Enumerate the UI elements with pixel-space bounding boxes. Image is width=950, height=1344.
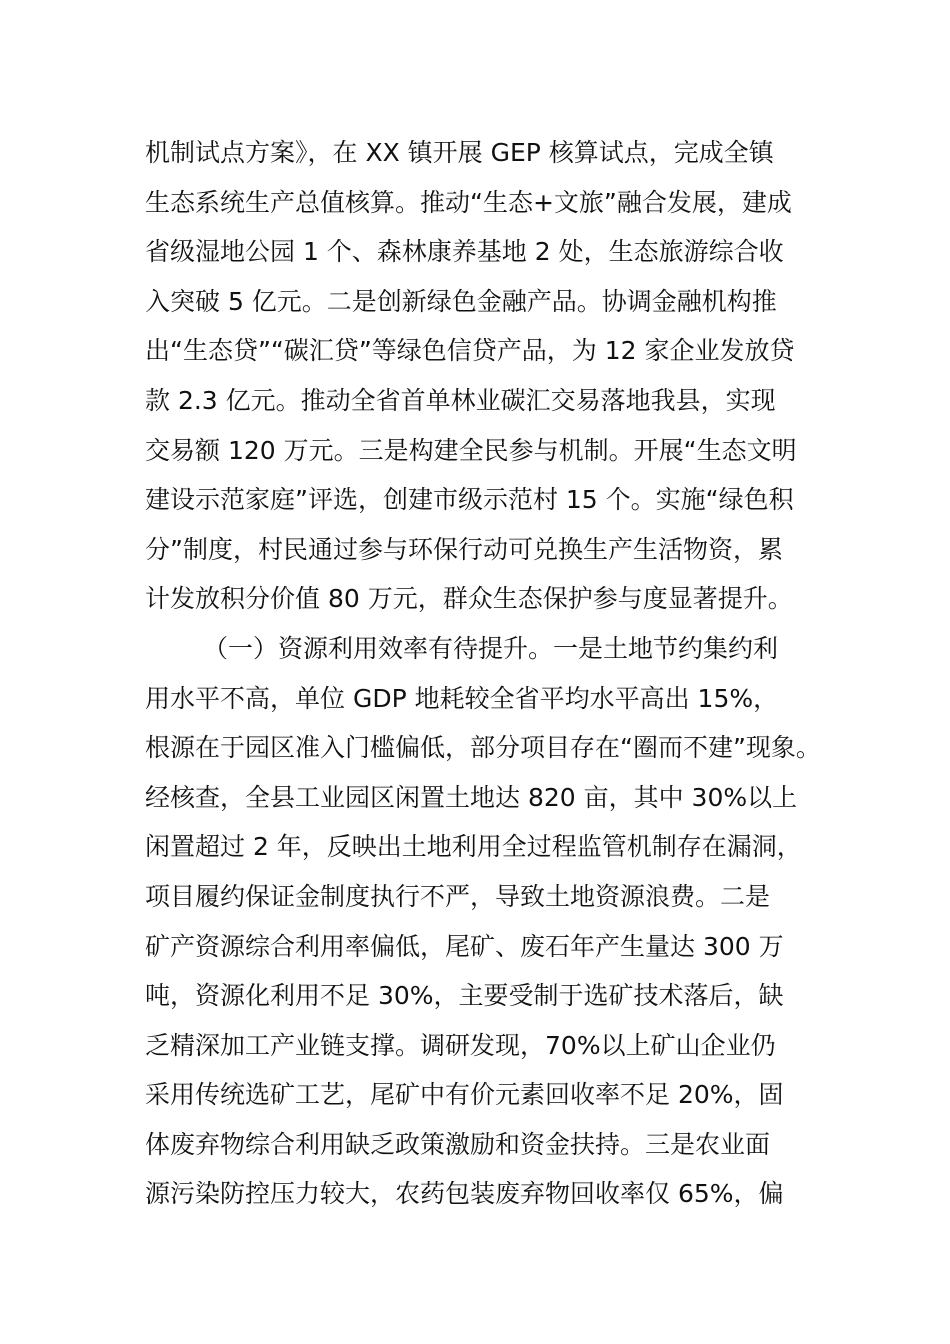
text-line-19: 乏精深加工产业链支撑。调研发现，70%以上矿山企业仍 xyxy=(145,1030,776,1060)
text-line-14: 经核查，全县工业园区闲置土地达 820 亩，其中 30%以上 xyxy=(145,782,798,812)
text-line-16: 项目履约保证金制度执行不严，导致土地资源浪费。二是 xyxy=(145,881,771,911)
text-line-20: 采用传统选矿工艺，尾矿中有价元素回收率不足 20%，固 xyxy=(145,1080,784,1110)
text-line-3: 省级湿地公园 1 个、森林康养基地 2 处，生态旅游综合收 xyxy=(145,237,784,267)
text-line-8: 建设示范家庭”评选，创建市级示范村 15 个。实施“绿色积 xyxy=(145,485,794,515)
text-line-13: 根源在于园区准入门槛偏低，部分项目存在“圈而不建”现象。 xyxy=(145,733,821,763)
text-line-7: 交易额 120 万元。三是构建全民参与机制。开展“生态文明 xyxy=(145,435,797,465)
text-line-12: 用水平不高，单位 GDP 地耗较全省平均水平高出 15%， xyxy=(145,683,779,713)
text-line-5: 出“生态贷”“碳汇贷”等绿色信贷产品，为 12 家企业发放贷 xyxy=(145,336,795,366)
text-line-2: 生态系统生产总值核算。推动“生态+文旅”融合发展，建成 xyxy=(145,187,792,217)
text-line-22: 源污染防控压力较大，农药包装废弃物回收率仅 65%，偏 xyxy=(145,1179,784,1209)
text-line-18: 吨，资源化利用不足 30%，主要受制于选矿技术落后，缺 xyxy=(145,981,784,1011)
text-line-10: 计发放积分价值 80 万元，群众生态保护参与度显著提升。 xyxy=(145,584,793,614)
text-line-17: 矿产资源综合利用率偏低，尾矿、废石年产生量达 300 万 xyxy=(145,931,784,961)
text-line-4: 入突破 5 亿元。二是创新绿色金融产品。协调金融机构推 xyxy=(145,286,777,316)
document-body xyxy=(145,128,845,1219)
section-heading-line: （一）资源利用效率有待提升。一是土地节约集约利 xyxy=(203,633,779,663)
text-line-21: 体废弃物综合利用缺乏政策激励和资金扶持。三是农业面 xyxy=(145,1129,771,1159)
text-line-6: 款 2.3 亿元。推动全省首单林业碳汇交易落地我县，实现 xyxy=(145,385,776,415)
text-line-15: 闲置超过 2 年，反映出土地利用全过程监管机制存在漏洞， xyxy=(145,832,802,862)
text-line-1: 机制试点方案》，在 XX 镇开展 GEP 核算试点，完成全镇 xyxy=(145,138,774,167)
text-line-9: 分”制度，村民通过参与环保行动可兑换生产生活物资，累 xyxy=(145,534,783,564)
